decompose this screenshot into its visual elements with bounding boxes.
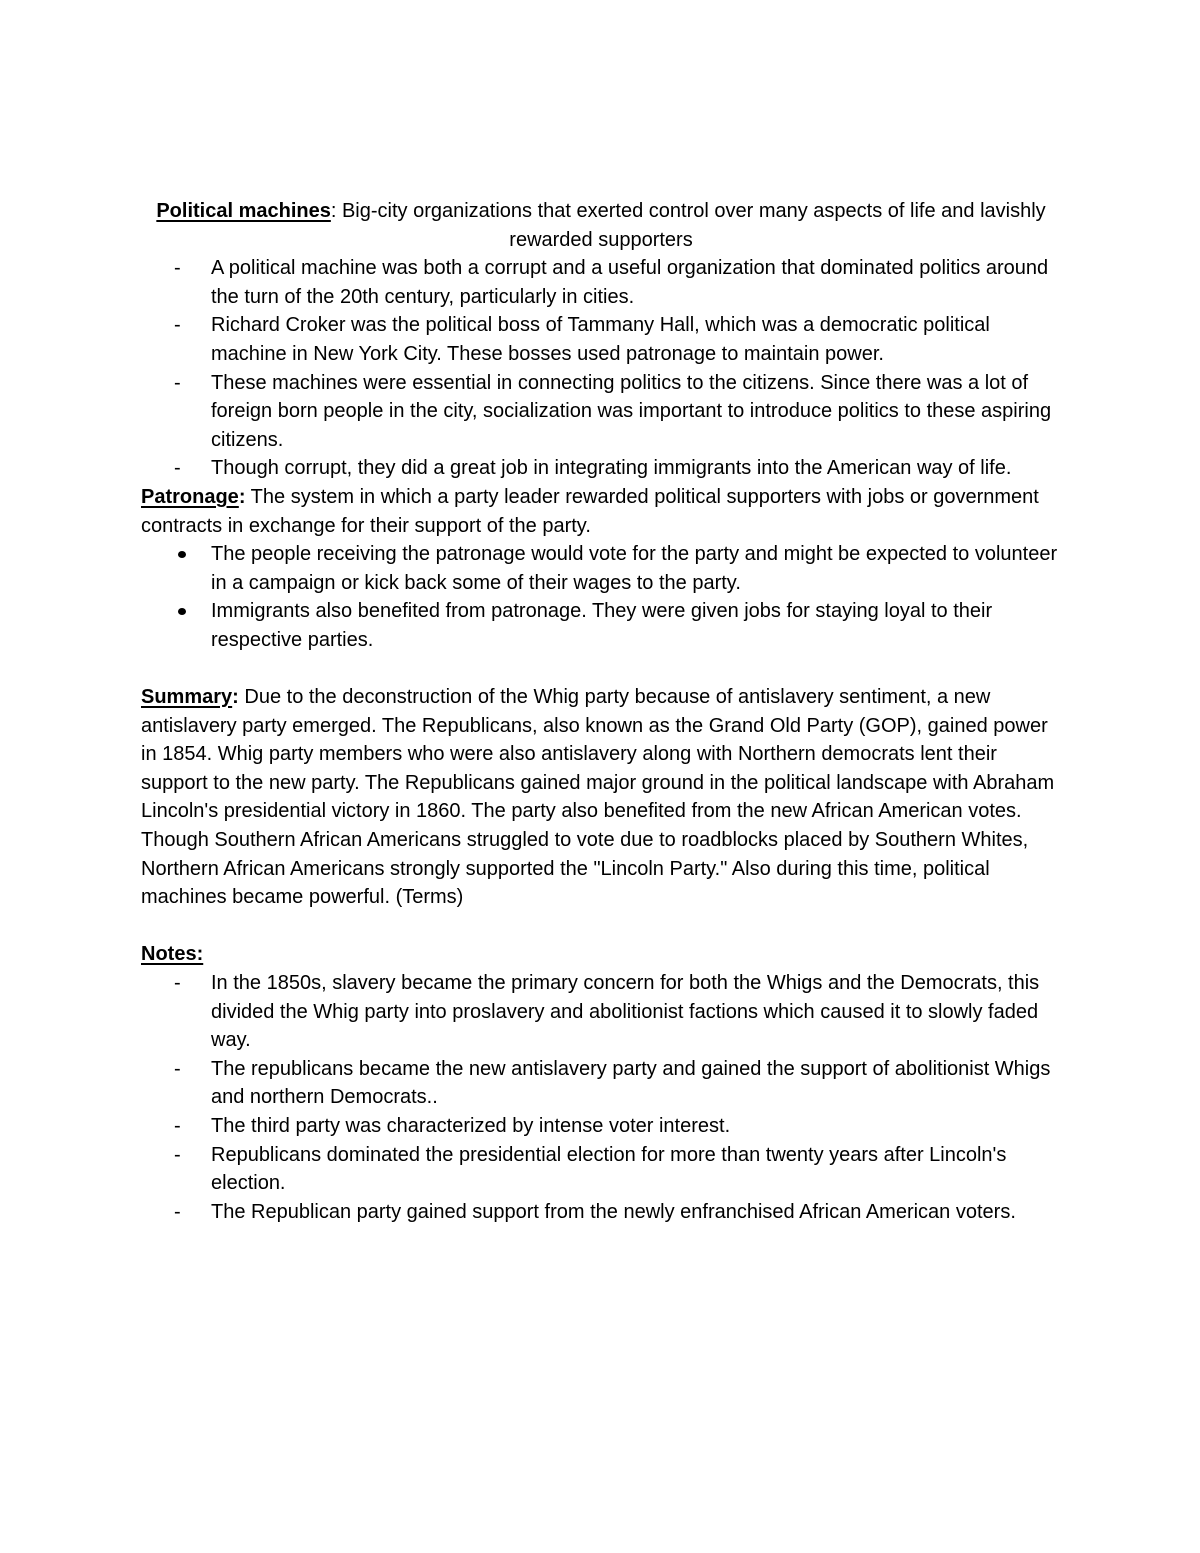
document-page bbox=[141, 197, 1061, 1226]
list-item-text: Immigrants also benefited from patronage. They were given jobs for staying loyal to their respective parties. bbox=[211, 600, 993, 651]
bullet-icon bbox=[178, 551, 186, 558]
dash-marker: - bbox=[174, 457, 181, 480]
notes-heading bbox=[141, 940, 1061, 969]
patronage-colon: : bbox=[238, 485, 246, 508]
list-item-text: These machines were essential in connecting politics to the citizens. Since there was a lot of foreign born people in the city, socialization was important to introduce politics to these aspiring citizens. bbox=[211, 371, 1052, 451]
dash-marker: - bbox=[174, 1057, 181, 1080]
political-machines-list bbox=[141, 254, 1061, 483]
list-item bbox=[141, 454, 1061, 483]
summary-paragraph bbox=[141, 683, 1061, 912]
dash-marker: - bbox=[174, 972, 181, 995]
list-item-text: Though corrupt, they did a great job in integrating immigrants into the American way of life. bbox=[211, 457, 1012, 480]
list-item bbox=[141, 1141, 1061, 1198]
list-item-text: In the 1850s, slavery became the primary concern for both the Whigs and the Democrats, this divided the Whig party into proslavery and abolitionist factions which caused it to slowly faded way. bbox=[211, 972, 1040, 1052]
spacer bbox=[141, 912, 1061, 941]
dash-marker: - bbox=[174, 1115, 181, 1137]
list-item bbox=[141, 1198, 1061, 1227]
political-machines-definition-text: Big-city organizations that exerted control over many aspects of life and lavishly rewarded supporters bbox=[336, 200, 1046, 251]
spacer bbox=[141, 655, 1061, 684]
dash-marker: - bbox=[174, 314, 181, 337]
list-item-text: The republicans became the new antislavery party and gained the support of abolitionist Whigs and northern Democrats.. bbox=[211, 1057, 1051, 1109]
list-item-text: The third party was characterized by intense voter interest. bbox=[211, 1115, 731, 1137]
summary-text: Due to the deconstruction of the Whig party because of antislavery sentiment, a new antislavery party emerged. The Republicans, also known as the Grand Old Party (GOP), gained power in 1854. Whig party members who were also antislavery along with Northern democrats lent their support to the new party. The Republicans gained major ground in the political landscape with Abraham Lincoln's presidential victory in 1860. The party also benefited from the new African American votes. Though Southern African Americans struggled to vote due to roadblocks placed by Southern Whites, Northern African Americans strongly supported the "Lincoln Party." Also during this time, political machines became powerful. (Terms) bbox=[141, 686, 1055, 909]
political-machines-colon: : bbox=[330, 200, 337, 222]
patronage-term: Patronage bbox=[141, 485, 239, 508]
bullet-icon bbox=[178, 608, 186, 615]
political-machines-definition bbox=[141, 197, 1061, 254]
political-machines-term: Political machines bbox=[156, 200, 331, 222]
summary-term: Summary bbox=[141, 686, 233, 709]
dash-marker: - bbox=[174, 371, 181, 394]
list-item bbox=[141, 254, 1061, 311]
patronage-definition bbox=[141, 483, 1061, 540]
list-item bbox=[141, 1055, 1061, 1112]
list-item-text: The Republican party gained support from the newly enfranchised African American voters. bbox=[211, 1200, 1016, 1223]
dash-marker: - bbox=[174, 1143, 181, 1166]
patronage-definition-text: The system in which a party leader rewarded political supporters with jobs or government contracts in exchange for their support of the party. bbox=[141, 485, 1039, 537]
list-item bbox=[141, 369, 1061, 455]
list-item bbox=[141, 597, 1061, 654]
list-item-text: Republicans dominated the presidential election for more than twenty years after Lincoln's election. bbox=[211, 1143, 1007, 1195]
dash-marker: - bbox=[174, 257, 181, 280]
list-item-text: A political machine was both a corrupt and a useful organization that dominated politics around the turn of the 20th century, particularly in cities. bbox=[211, 257, 1049, 308]
list-item-text: Richard Croker was the political boss of Tammany Hall, which was a democratic political machine in New York City. These bosses used patronage to maintain power. bbox=[211, 314, 990, 365]
notes-list bbox=[141, 969, 1061, 1226]
notes-term: Notes: bbox=[141, 943, 204, 966]
list-item bbox=[141, 311, 1061, 368]
list-item bbox=[141, 540, 1061, 597]
summary-colon: : bbox=[232, 686, 239, 709]
list-item bbox=[141, 1112, 1061, 1141]
list-item-text: The people receiving the patronage would vote for the party and might be expected to volunteer in a campaign or kick back some of their wages to the party. bbox=[211, 543, 1058, 594]
dash-marker: - bbox=[174, 1200, 181, 1223]
list-item bbox=[141, 969, 1061, 1055]
patronage-list bbox=[141, 540, 1061, 654]
